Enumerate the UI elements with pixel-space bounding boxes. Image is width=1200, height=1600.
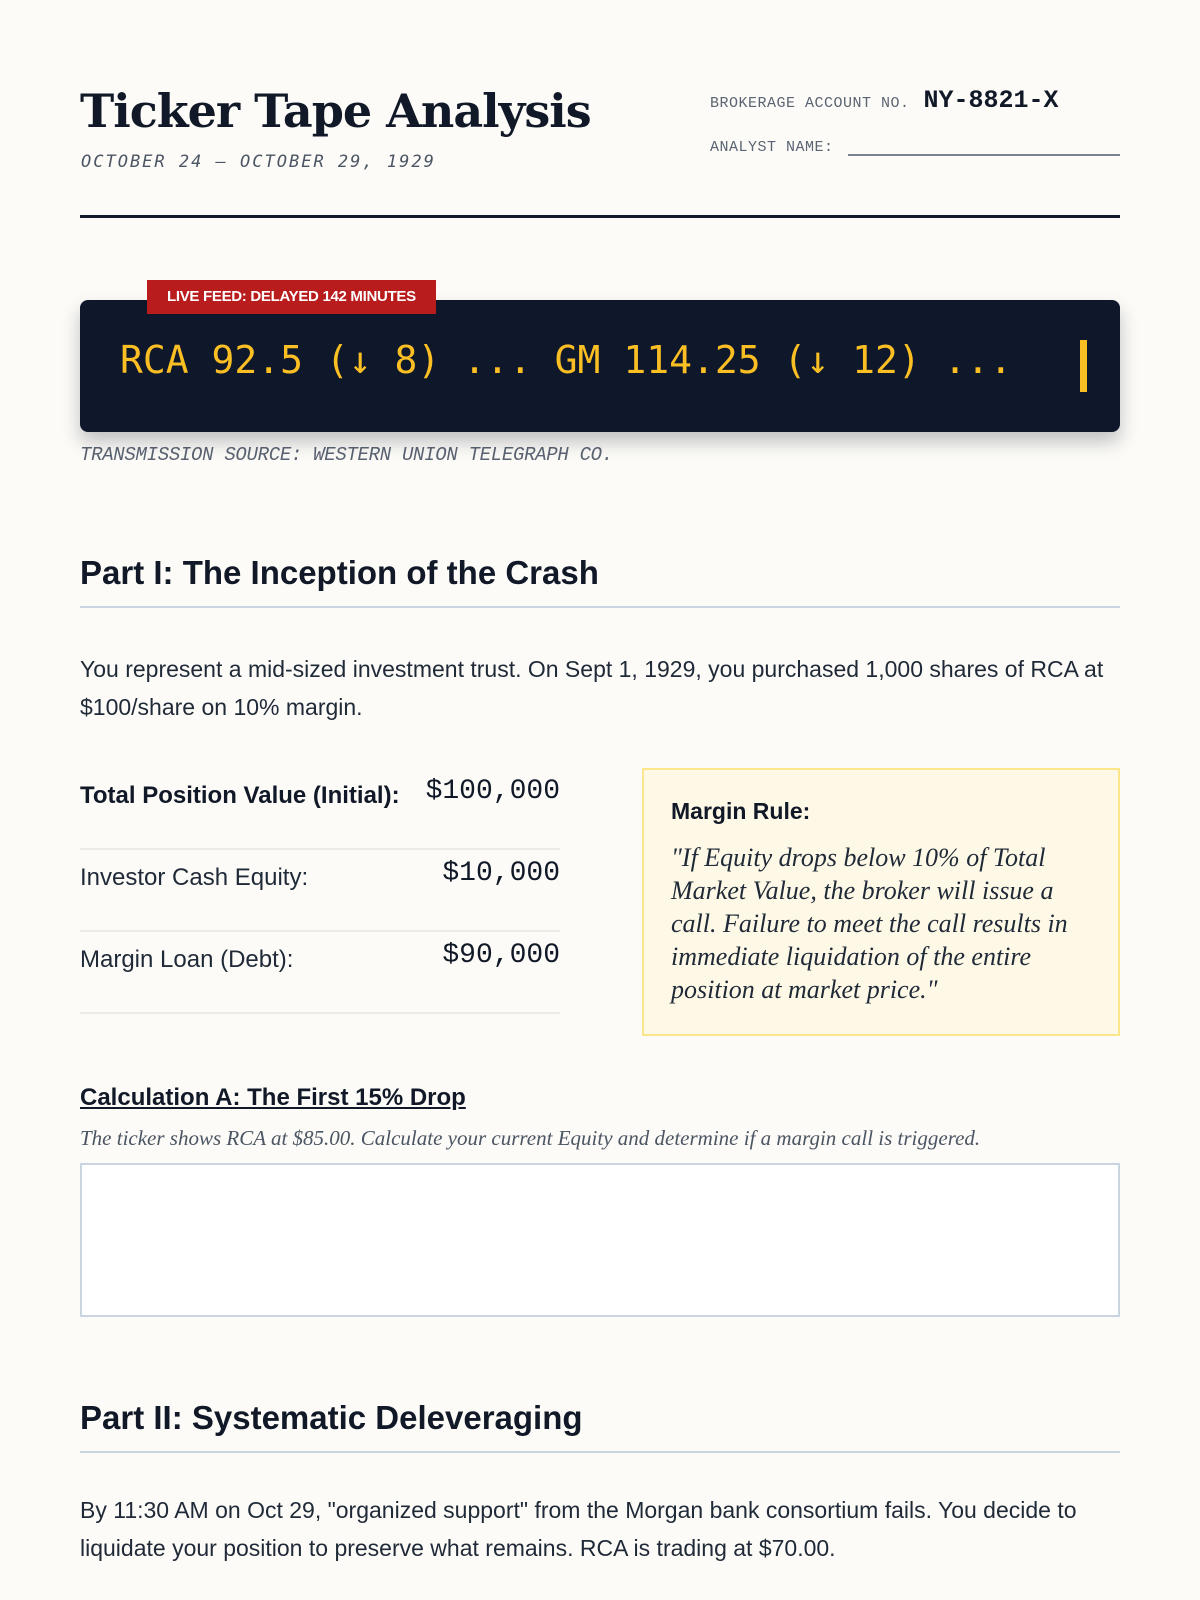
position-value: $10,000 (442, 858, 560, 889)
position-label: Total Position Value (Initial): (80, 782, 400, 809)
transmission-source: TRANSMISSION SOURCE: WESTERN UNION TELEGRAPH CO. (80, 444, 613, 466)
analyst-name-row (710, 136, 1120, 156)
calculation-a-answer-area[interactable] (80, 1163, 1120, 1317)
position-row-total (80, 768, 560, 850)
ticker-tape-text: RCA 92.5 (↓ 8) ... GM 114.25 (↓ 12) ... (120, 338, 1013, 382)
ticker-cursor (1080, 340, 1087, 392)
position-summary-grid (80, 768, 1120, 1038)
account-number-label: BROKERAGE ACCOUNT NO. (710, 95, 910, 112)
margin-rule-box (642, 768, 1120, 1036)
position-table (80, 768, 560, 1038)
position-row-loan (80, 932, 560, 1014)
margin-rule-title: Margin Rule: (671, 798, 811, 824)
part-2-intro: By 11:30 AM on Oct 29, "organized support" from the Morgan bank consortium fails. You decide to liquidate your position to preserve what remains. RCA is trading at $70.00. (80, 1497, 1077, 1561)
account-number-value: NY-8821-X (923, 86, 1059, 115)
part-1-heading: Part I: The Inception of the Crash (80, 554, 1120, 608)
date-range-subtitle: OCTOBER 24 – OCTOBER 29, 1929 (81, 152, 436, 172)
page-title: Ticker Tape Analysis (80, 84, 591, 138)
position-label: Investor Cash Equity: (80, 864, 309, 891)
calculation-a-instruction: The ticker shows RCA at $85.00. Calculate your current Equity and determine if a margin call is triggered. (80, 1126, 981, 1150)
ticker-section (80, 288, 1120, 466)
analyst-name-label: ANALYST NAME: (710, 139, 834, 156)
account-number-row (710, 86, 1120, 115)
analyst-name-field[interactable] (848, 136, 1120, 156)
position-label: Margin Loan (Debt): (80, 946, 294, 973)
ticker-tape-display (80, 300, 1120, 432)
position-row-equity (80, 850, 560, 932)
worksheet-header (80, 80, 1120, 218)
margin-rule-text: "If Equity drops below 10% of Total Market Value, the broker will issue a call. Failure to meet the call results in immediate liquidation of the entire position at market price." (671, 843, 1068, 1004)
part-2-heading: Part II: Systematic Deleveraging (80, 1399, 1120, 1453)
position-value: $90,000 (442, 940, 560, 971)
calculation-a-title: Calculation A: The First 15% Drop (80, 1084, 466, 1111)
worksheet-page (80, 0, 1120, 1567)
part-1-intro: You represent a mid-sized investment trust. On Sept 1, 1929, you purchased 1,000 shares of RCA at $100/share on 10% margin. (80, 656, 1104, 720)
live-feed-badge: LIVE FEED: DELAYED 142 MINUTES (147, 280, 436, 314)
position-value: $100,000 (425, 776, 560, 807)
